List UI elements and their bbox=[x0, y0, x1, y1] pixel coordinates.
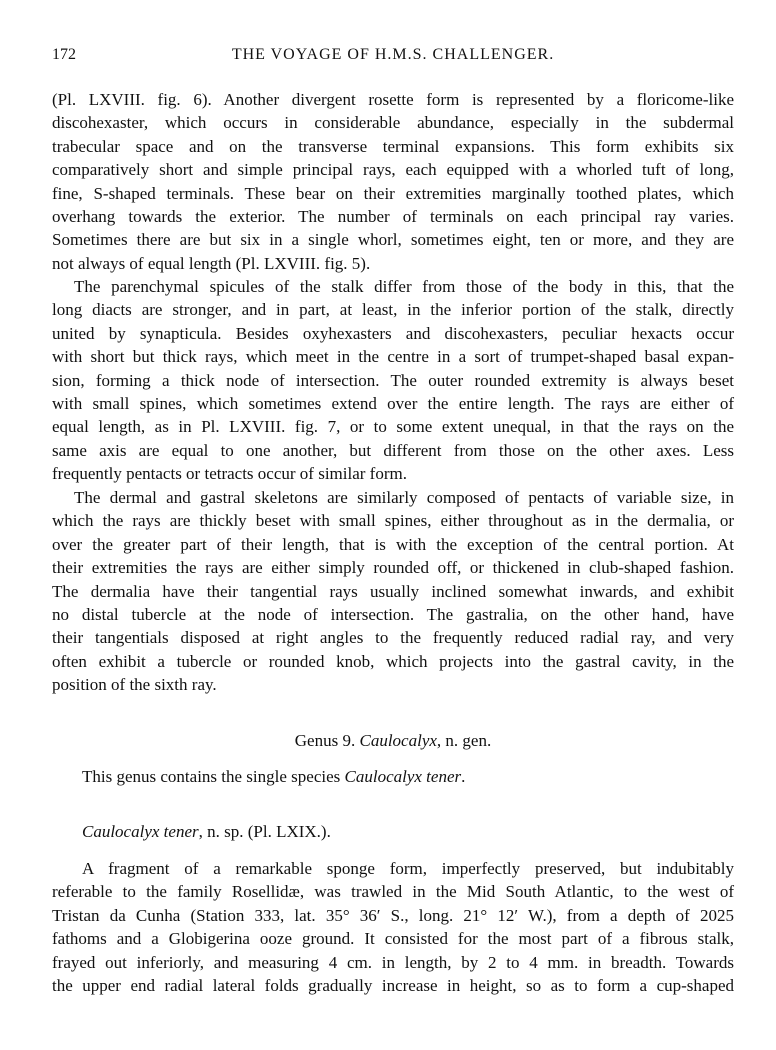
paragraph-1 bbox=[52, 88, 734, 275]
text-line: with short but thick rays, which meet in the centre in a sort of trumpet-shaped basal expan- bbox=[52, 347, 734, 367]
text-line: discohexaster, which occurs in considerable abundance, especially in the subdermal bbox=[52, 113, 734, 133]
text-line: not always of equal length (Pl. LXVIII. fig. 5). bbox=[52, 253, 371, 273]
text-line: same axis are equal to one another, but different from those on the other axes. Less bbox=[52, 440, 734, 460]
text-line: which the rays are thickly beset with small spines, either throughout as in the dermalia, or bbox=[52, 511, 734, 531]
text-line: referable to the family Rosellidæ, was trawled in the Mid South Atlantic, to the west of bbox=[52, 882, 734, 902]
genus-name: Caulocalyx bbox=[359, 731, 437, 750]
text-line: frequently pentacts or tetracts occur of similar form. bbox=[52, 464, 407, 484]
text-line: their extremities the rays are either simply rounded off, or thickened in club-shaped fashion. bbox=[52, 558, 734, 578]
paragraph-3 bbox=[52, 486, 734, 697]
text-line: The dermal and gastral skeletons are similarly composed of pentacts of variable size, in bbox=[74, 488, 734, 507]
text-line: their tangentials disposed at right angles to the frequently reduced radial ray, and very bbox=[52, 628, 734, 648]
text-line: (Pl. LXVIII. fig. 6). Another divergent rosette form is represented by a floricome-like bbox=[52, 90, 734, 109]
text-line: no distal tubercle at the node of intersection. The gastralia, on the other hand, have bbox=[52, 604, 734, 624]
text-line: long diacts are stronger, and in part, at least, in the inferior portion of the stalk, directly bbox=[52, 300, 734, 320]
text-line: frayed out inferiorly, and measuring 4 cm. in length, by 2 to 4 mm. in breadth. Towards bbox=[52, 952, 734, 972]
text-line: position of the sixth ray. bbox=[52, 675, 217, 695]
text-line: Tristan da Cunha (Station 333, lat. 35° 36′ S., long. 21° 12′ W.), from a depth of 2025 bbox=[52, 905, 734, 925]
species-paragraph bbox=[52, 857, 734, 997]
species-heading bbox=[52, 820, 764, 843]
text-line: Sometimes there are but six in a single whorl, sometimes eight, ten or more, and they are bbox=[52, 230, 734, 250]
genus-heading bbox=[52, 729, 734, 752]
text-line: The dermalia have their tangential rays usually inclined somewhat inwards, and exhibit bbox=[52, 581, 734, 601]
running-header bbox=[52, 46, 734, 68]
text-line: equal length, as in Pl. LXVIII. fig. 7, or to some extent unequal, in that the rays on the bbox=[52, 417, 734, 437]
page-number: 172 bbox=[52, 46, 76, 63]
species-heading-suffix: , n. sp. (Pl. LXIX.). bbox=[198, 822, 331, 841]
species-name: Caulocalyx tener bbox=[344, 767, 462, 786]
text-line: with small spines, which sometimes extend over the entire length. The rays are either of bbox=[52, 393, 734, 413]
text-line: united by synapticula. Besides oxyhexasters and discohexasters, peculiar hexacts occur bbox=[52, 323, 734, 343]
text-line: often exhibit a tubercle or rounded knob, which projects into the gastral cavity, in the bbox=[52, 651, 734, 671]
paragraph-2 bbox=[52, 275, 734, 486]
text-line: trabecular space and on the transverse terminal expansions. This form exhibits six bbox=[52, 136, 734, 156]
text-line: the upper end radial lateral folds gradually increase in height, so as to form a cup-shaped bbox=[52, 975, 734, 995]
running-title: THE VOYAGE OF H.M.S. CHALLENGER. bbox=[231, 46, 555, 63]
text-line: fathoms and a Globigerina ooze ground. It consisted for the most part of a fibrous stalk, bbox=[52, 929, 734, 949]
genus-heading-prefix: Genus 9. bbox=[294, 731, 360, 750]
text-line: fine, S-shaped terminals. These bear on their extremities marginally toothed plates, which bbox=[52, 183, 734, 203]
genus-note-end: . bbox=[461, 767, 466, 786]
text-line: over the greater part of their length, that is with the exception of the central portion. At bbox=[52, 534, 734, 554]
text-line: sion, forming a thick node of intersection. The outer rounded extremity is always beset bbox=[52, 370, 734, 390]
genus-heading-suffix: , n. gen. bbox=[436, 731, 492, 750]
text-line: comparatively short and simple principal rays, each equipped with a whorled tuft of long, bbox=[52, 160, 734, 180]
genus-note bbox=[52, 765, 764, 788]
genus-note-text: This genus contains the single species bbox=[82, 767, 345, 786]
text-line: The parenchymal spicules of the stalk differ from those of the body in this, that the bbox=[74, 277, 734, 296]
text-line: overhang towards the exterior. The number of terminals on each principal ray varies. bbox=[52, 206, 734, 226]
text-line: A fragment of a remarkable sponge form, imperfectly preserved, but indubitably bbox=[82, 859, 734, 878]
species-heading-name: Caulocalyx tener bbox=[82, 822, 199, 841]
